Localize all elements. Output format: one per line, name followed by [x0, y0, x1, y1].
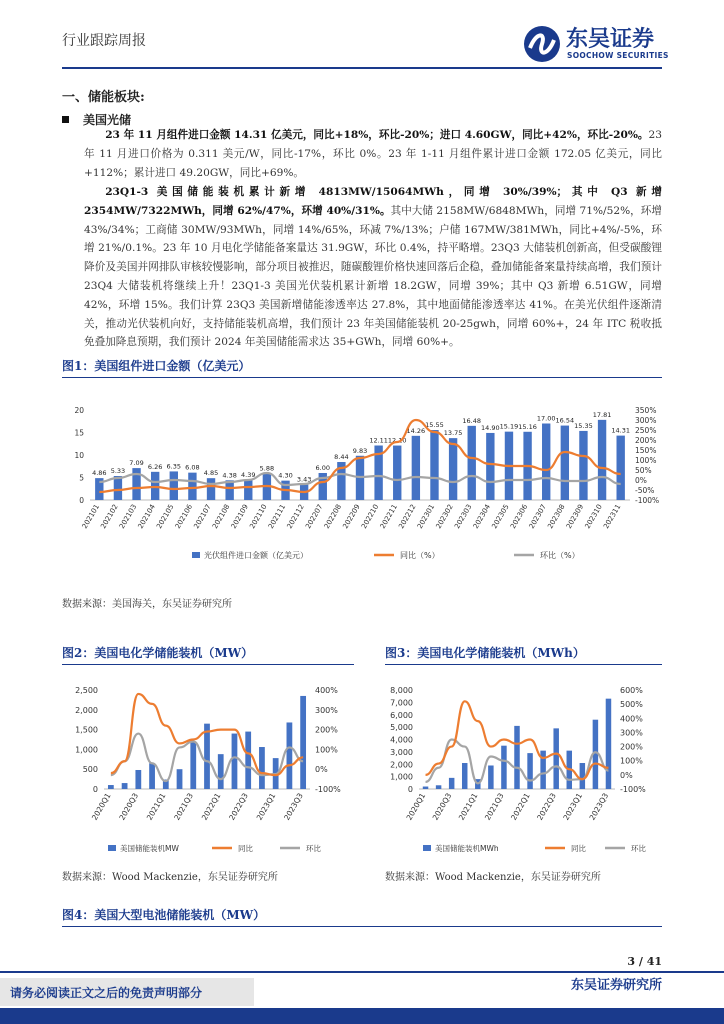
- x-tick-label: 202307: [527, 503, 548, 531]
- x-tick-label: 202212: [397, 503, 418, 531]
- bar: [207, 478, 215, 500]
- bar: [149, 763, 155, 789]
- y2-tick-label: 200%: [315, 725, 338, 735]
- legend-label: 同比: [571, 844, 586, 853]
- bar: [449, 438, 457, 500]
- paragraph-1-body: 23 年 11 月进口价格为 0.311 美元/W，同比-17%，环比 0%。23 年 1-11 月组件累计进口金额 172.05 亿美元，同比+112%；累计进口 49.20GW，同比+69%。: [84, 129, 663, 179]
- brand-name-en: SOOCHOW SECURITIES: [567, 51, 669, 60]
- x-tick-label: 2020Q3: [117, 791, 141, 822]
- data-label: 15.35: [574, 421, 593, 430]
- figure-1-source: 数据来源：美国海关，东吴证券研究所: [62, 599, 232, 610]
- data-label: 14.26: [406, 426, 426, 435]
- legend-label: 光伏组件进口金额（亿美元）: [204, 551, 308, 560]
- y-tick-label: 1,500: [75, 725, 98, 735]
- y-tick-label: 0: [79, 496, 84, 505]
- y2-tick-label: 400%: [315, 686, 338, 695]
- paragraph-2-body: 其中大储 2158MW/6848MWh，同增 71%/52%，环增 43%/34%；工商储 30MW/93MWh，同增 14%/65%，环减 7%/13%；户储 167MW/381MWh，同比+4%/-5%，环增 21%/0.1%。23 年 10 月电化学储能备案量达 31.9GW，环比 0.4%，持平略增。23Q3 大储装机创新高，但受碳酸锂降价及美国并网排队审核较慢影响，部分项目被推迟，随碳酸锂价格快速回落后企稳，叠加储能备案量持续高增，我们预计 23Q4 大储装机将继续上升！23Q1-3 美国光伏装机累计新增 18.2GW，同增 39%；其中 Q3 新增 6.51GW，同增 42%，环增 15%。我们计算 23Q3 美国新增储能渗透率达 27.8%，其中地面储能渗透率达 41%。在美光伏组件逐渐清关，推动光伏装机向好，支持储能装机高增，我们预计 23 年美国储能装机 20-25gwh，同增 60%+，24 年 ITC 税收抵免叠加降息预期，我们预计 2024 年美国储能需求达 35+GWh，同增 60%+。: [84, 204, 662, 349]
- data-label: 15.19: [499, 422, 519, 431]
- bar: [393, 446, 401, 500]
- x-tick-label: 2021Q3: [482, 791, 506, 822]
- data-label: 13.75: [443, 429, 463, 438]
- y2-tick-label: 50%: [635, 466, 652, 475]
- legend-label: 环比: [631, 844, 646, 853]
- x-tick-label: 202207: [304, 503, 325, 531]
- bar: [598, 420, 606, 500]
- y-tick-label: 0: [407, 785, 413, 794]
- data-label: 5.33: [110, 467, 126, 476]
- data-label: 4.39: [241, 471, 256, 480]
- data-label: 6.08: [185, 463, 200, 472]
- bar: [259, 747, 265, 789]
- bar: [449, 778, 454, 789]
- bar: [553, 728, 558, 789]
- x-tick-label: 202109: [229, 503, 251, 531]
- storage-mwh-chart: [381, 672, 666, 862]
- y-tick-label: 10: [74, 451, 84, 460]
- y-tick-label: 1,000: [75, 745, 98, 755]
- y-tick-label: 5,000: [390, 723, 413, 733]
- x-tick-label: 202104: [136, 503, 157, 531]
- legend-label: 环比（%）: [540, 551, 580, 560]
- disclaimer: 请务必阅读正文之后的免责声明部分: [0, 978, 254, 1006]
- y-tick-label: 0: [92, 785, 98, 794]
- bar: [462, 763, 467, 789]
- bar: [245, 732, 251, 789]
- y2-tick-label: -100%: [620, 785, 646, 794]
- y2-tick-label: 100%: [315, 745, 338, 755]
- data-label: 6.35: [166, 462, 182, 471]
- x-tick-label: 202106: [173, 503, 195, 531]
- data-label: 17.00: [536, 414, 556, 423]
- bar: [108, 785, 114, 789]
- x-tick-label: 202301: [415, 503, 437, 531]
- y-tick-label: 1,000: [390, 772, 413, 782]
- brand-name: 东吴证券: [566, 27, 655, 52]
- data-label: 17.81: [592, 410, 612, 419]
- bar: [606, 699, 611, 789]
- x-tick-label: 2020Q1: [89, 791, 113, 822]
- y-tick-label: 500: [82, 765, 98, 775]
- legend-swatch: [108, 845, 116, 851]
- bar: [232, 734, 238, 789]
- x-tick-label: 202210: [360, 503, 381, 531]
- y2-tick-label: -100%: [315, 785, 341, 794]
- x-tick-label: 2021Q1: [456, 791, 480, 822]
- x-tick-label: 202304: [471, 503, 493, 531]
- legend-label: 环比: [306, 844, 321, 853]
- bar: [132, 468, 140, 500]
- x-tick-label: 202102: [99, 503, 120, 531]
- x-tick-label: 202211: [378, 503, 399, 531]
- bar: [122, 783, 128, 789]
- data-label: 7.09: [129, 459, 144, 468]
- bar: [527, 753, 532, 789]
- data-label: 15.16: [518, 422, 537, 431]
- figure-4-rule: [62, 926, 662, 927]
- bar: [436, 785, 441, 789]
- data-label: 3.43: [296, 475, 312, 484]
- x-tick-label: 202303: [453, 503, 474, 531]
- bar: [514, 726, 519, 789]
- x-tick-label: 202208: [322, 503, 344, 531]
- y-tick-label: 2,500: [75, 686, 98, 695]
- bar: [225, 480, 233, 500]
- data-label: 8.44: [334, 453, 349, 462]
- figure-2-title: 图2：美国电化学储能装机（MW）: [62, 646, 254, 660]
- y2-tick-label: 100%: [620, 756, 643, 766]
- bar: [190, 741, 196, 789]
- bar: [580, 763, 585, 789]
- y2-tick-label: 400%: [620, 714, 643, 724]
- x-tick-label: 202209: [341, 503, 362, 531]
- bar: [412, 436, 420, 500]
- y2-tick-label: 0%: [315, 765, 328, 775]
- x-tick-label: 202103: [117, 503, 139, 531]
- y2-tick-label: 200%: [620, 742, 643, 752]
- bar: [177, 769, 183, 789]
- storage-mw-chart: [58, 672, 358, 862]
- y-tick-label: 20: [74, 406, 84, 415]
- y-tick-label: 6,000: [390, 710, 413, 720]
- y-tick-label: 8,000: [390, 686, 413, 695]
- y2-tick-label: 350%: [635, 406, 657, 415]
- bar: [188, 473, 196, 500]
- figure-1-title: 图1：美国组件进口金额（亿美元）: [62, 359, 251, 373]
- x-tick-label: 202101: [80, 503, 102, 531]
- figure-3-title: 图3：美国电化学储能装机（MWh）: [385, 646, 585, 660]
- figure-3-rule: [385, 664, 662, 665]
- legend-swatch: [192, 552, 200, 558]
- bar: [617, 436, 625, 500]
- bar: [486, 433, 494, 500]
- y2-tick-label: 200%: [635, 436, 657, 445]
- x-tick-label: 202305: [490, 503, 511, 531]
- bar: [542, 424, 550, 501]
- report-type: 行业跟踪周报: [62, 33, 146, 49]
- bar: [430, 430, 438, 500]
- y-tick-label: 7,000: [390, 698, 413, 708]
- y2-tick-label: 0%: [635, 476, 647, 485]
- paragraph-1: [84, 126, 662, 182]
- section-title: 一、储能板块:: [62, 90, 145, 105]
- x-tick-label: 2022Q1: [199, 791, 223, 822]
- x-tick-label: 202111: [266, 503, 288, 531]
- data-label: 15.55: [425, 421, 444, 430]
- page-number: 3 / 41: [627, 955, 662, 968]
- data-label: 5.88: [259, 464, 275, 473]
- y-tick-label: 2,000: [75, 705, 98, 715]
- data-label: 4.38: [222, 471, 237, 480]
- x-tick-label: 202105: [155, 503, 176, 531]
- legend-label: 同比: [238, 844, 253, 853]
- data-label: 6.26: [147, 462, 163, 471]
- legend-label: 美国储能装机MWh: [435, 844, 499, 853]
- y2-tick-label: 250%: [635, 426, 657, 435]
- x-tick-label: 2020Q1: [404, 791, 428, 822]
- x-tick-label: 2020Q3: [430, 791, 454, 822]
- x-tick-label: 202302: [434, 503, 455, 531]
- data-label: 9.83: [352, 446, 368, 455]
- paragraph-1-lead: 23 年 11 月组件进口金额 14.31 亿美元，同比+18%，环比-20%；进口 4.60GW，同比+42%，环比-20%。: [105, 129, 649, 141]
- subsection-label: 美国光储: [83, 113, 132, 127]
- footer-org: 东吴证券研究所: [570, 978, 662, 993]
- y2-tick-label: -100%: [635, 496, 660, 505]
- import-value-chart: [62, 398, 662, 588]
- bar: [114, 476, 122, 500]
- y2-tick-label: 300%: [620, 728, 643, 738]
- y-tick-label: 15: [74, 428, 84, 438]
- bar: [204, 724, 210, 789]
- x-tick-label: 2021Q3: [172, 791, 195, 822]
- legend-label: 同比（%）: [400, 551, 440, 560]
- y2-tick-label: 150%: [635, 446, 657, 455]
- bar: [170, 471, 178, 500]
- data-label: 12.11: [369, 436, 388, 445]
- y2-tick-label: 600%: [620, 686, 643, 695]
- y2-tick-label: 300%: [315, 705, 338, 715]
- legend-swatch: [423, 845, 431, 851]
- x-tick-label: 2023Q1: [561, 791, 585, 822]
- bar: [561, 426, 569, 500]
- y-tick-label: 3,000: [390, 747, 413, 757]
- bar: [244, 480, 252, 500]
- x-tick-label: 2023Q3: [282, 791, 305, 822]
- y-tick-label: 4,000: [390, 735, 413, 745]
- bar: [488, 765, 493, 789]
- x-tick-label: 2022Q1: [509, 791, 532, 822]
- data-label: 4.85: [203, 469, 219, 478]
- bar: [579, 431, 587, 500]
- y2-tick-label: 0%: [620, 770, 633, 780]
- figure-3-source: 数据来源：Wood Mackenzie，东吴证券研究所: [385, 872, 601, 883]
- x-tick-label: 202110: [248, 503, 269, 531]
- square-bullet-icon: [62, 116, 69, 123]
- header-rule: [62, 67, 662, 69]
- x-tick-label: 2022Q3: [535, 791, 558, 822]
- data-label: 14.90: [481, 423, 500, 432]
- data-label: 12.10: [387, 436, 407, 445]
- footer-bar: [0, 1008, 724, 1024]
- bar: [300, 696, 306, 789]
- y-tick-label: 5: [79, 473, 84, 483]
- bar: [423, 787, 428, 789]
- bar: [501, 746, 506, 789]
- paragraph-2-lead: 23Q1-3 美国储能装机累计新增 4813MW/15064MWh，同增 30%/39%；其中 Q3 新增 2354MW/7322MWh，同增 62%/47%，环增 40%/31%。: [84, 186, 662, 217]
- bar: [218, 754, 224, 789]
- x-tick-label: 2022Q3: [227, 791, 250, 822]
- bar: [468, 426, 476, 500]
- y-tick-label: 2,000: [390, 760, 413, 770]
- data-label: 4.30: [278, 471, 293, 480]
- x-tick-label: 202309: [564, 503, 586, 531]
- x-tick-label: 202311: [602, 503, 623, 531]
- y2-tick-label: 300%: [635, 416, 657, 425]
- data-label: 14.31: [611, 426, 630, 435]
- data-label: 4.86: [92, 469, 107, 478]
- x-tick-label: 202108: [211, 503, 232, 531]
- y2-tick-label: 100%: [635, 456, 657, 465]
- paragraph-2: [84, 183, 662, 352]
- x-tick-label: 2023Q3: [587, 791, 611, 822]
- legend-label: 美国储能装机MW: [120, 844, 179, 853]
- x-tick-label: 202112: [285, 503, 306, 531]
- data-label: 16.54: [555, 416, 575, 425]
- y2-tick-label: 500%: [620, 700, 643, 710]
- x-tick-label: 2023Q1: [254, 791, 278, 822]
- footer-rule: [0, 971, 724, 973]
- bar: [287, 722, 293, 789]
- data-label: 6.00: [315, 464, 331, 472]
- figure-1-rule: [62, 377, 662, 378]
- x-tick-label: 202306: [509, 503, 530, 531]
- x-tick-label: 2021Q1: [144, 791, 168, 822]
- x-tick-label: 202308: [546, 503, 567, 531]
- y2-tick-label: -50%: [635, 486, 655, 495]
- x-tick-label: 202107: [192, 503, 213, 531]
- x-tick-label: 202310: [583, 503, 604, 531]
- figure-2-source: 数据来源：Wood Mackenzie，东吴证券研究所: [62, 872, 278, 883]
- figure-2-rule: [62, 664, 354, 665]
- bar: [135, 770, 141, 789]
- figure-4-title: 图4：美国大型电池储能装机（MW）: [62, 908, 266, 922]
- data-label: 16.48: [462, 416, 482, 425]
